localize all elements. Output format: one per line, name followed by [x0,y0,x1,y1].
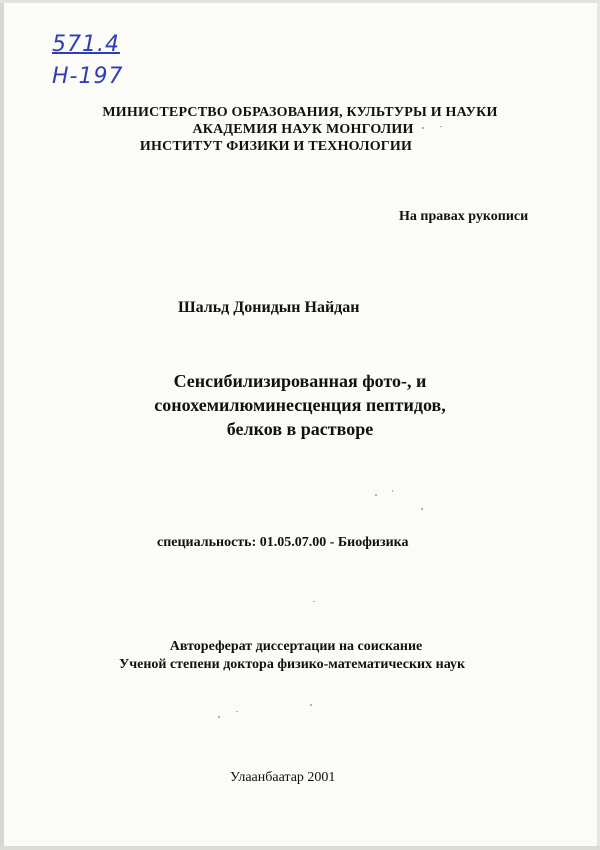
abstract-statement [0,638,600,674]
handwritten-mark-line-1: 571.4 [52,32,120,57]
title-line-1: Сенсибилизированная фото-, и [173,371,427,391]
manuscript-rights-note: На правах рукописи [399,209,529,224]
academy-name: АКАДЕМИЯ НАУК МОНГОЛИИ [192,122,414,137]
dissertation-title [115,369,485,441]
place-and-year: Улаанбаатар 2001 [230,770,336,785]
scan-edge-top [0,0,600,3]
handwritten-mark-line-2: Н-197 [52,64,124,89]
scan-speck [313,601,315,602]
scan-speck [310,704,312,706]
institution-header [0,104,600,155]
scan-speck [375,494,377,496]
scan-speck [422,127,424,129]
handwritten-library-mark [52,30,123,92]
abstract-line-1: Автореферат диссертации на соискание [169,639,423,654]
specialty-line: специальность: 01.05.07.00 - Биофизика [157,535,409,550]
institute-name: ИНСТИТУТ ФИЗИКИ И ТЕХНОЛОГИИ [139,139,413,154]
scan-edge-bottom [0,846,600,850]
ministry-name: МИНИСТЕРСТВО ОБРАЗОВАНИЯ, КУЛЬТУРЫ И НАУКИ [102,105,498,120]
scan-speck [218,716,220,718]
scan-speck [421,508,423,510]
scan-speck [440,126,442,127]
scan-speck [392,490,393,492]
title-line-3: белков в растворе [226,419,374,439]
author-name: Шальд Донидын Найдан [178,299,360,316]
scan-speck [236,711,238,712]
abstract-line-2: Ученой степени доктора физико-математических наук [118,657,466,672]
title-line-2: сонохемилюминесценция пептидов, [154,395,446,415]
